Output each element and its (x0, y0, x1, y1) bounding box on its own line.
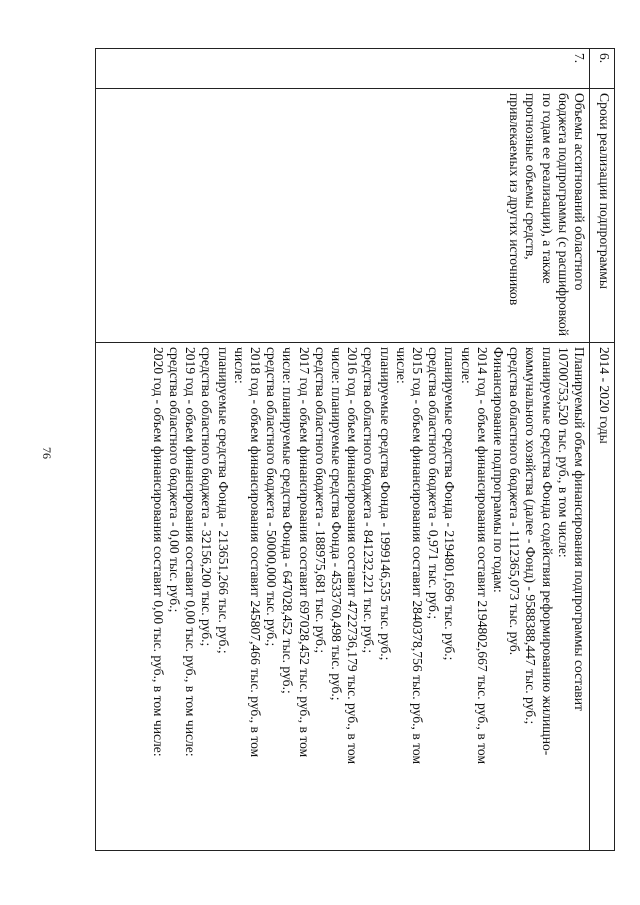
funding-line: числе: (393, 347, 409, 384)
funding-line: 10700753,520 тыс. руб., в том числе: (555, 347, 571, 558)
funding-line: средства областного бюджета - 188975,681 тыс. руб.; (312, 347, 328, 654)
funding-line: числе: планируемые средства Фонда - 647028,452 тыс. руб.; (280, 347, 296, 694)
funding-line: 2016 год - объем финансирования составит 4722736,179 тыс. руб., в том (345, 347, 361, 765)
funding-line: средства областного бюджета - 841232,221 тыс. руб.; (361, 347, 377, 654)
table-row (96, 49, 590, 851)
funding-line: средства областного бюджета - 50000,000 тыс. руб.; (264, 347, 280, 647)
row-value-cell (96, 343, 590, 851)
funding-line: 2018 год - объем финансирования составит 245807,466 тыс. руб., в том (247, 347, 263, 758)
rotated-page-content (95, 48, 615, 850)
funding-line: планируемые средства Фонда - 213651,266 тыс. руб.; (215, 347, 231, 654)
page-number: 76 (40, 447, 54, 459)
row-number-cell: 7. (96, 49, 590, 89)
row-value-cell: 2014 - 2020 годы (590, 343, 615, 851)
funding-line: 2020 год - объем финансирования составит 0,00 тыс. руб., в том числе: (150, 347, 166, 757)
subprogram-passport-table (95, 48, 615, 851)
row-number-cell: 6. (590, 49, 615, 89)
funding-line: средства областного бюджета - 1112365,073 тыс. руб. (507, 347, 523, 656)
funding-line: числе: планируемые средства Фонда - 4533760,498 тыс. руб.; (328, 347, 344, 701)
funding-line: Планируемый объем финансирования подпрограммы составит (572, 347, 587, 711)
funding-line: 2019 год - объем финансирования составит 0,00 тыс. руб., в том числе: (183, 347, 199, 757)
row-label-cell: Сроки реализации подпрограммы (590, 89, 615, 343)
table-row (590, 49, 615, 851)
funding-line: средства областного бюджета - 0,971 тыс. руб.; (426, 347, 442, 620)
funding-line: средства областного бюджета - 32156,200 тыс. руб.; (199, 347, 215, 647)
funding-line: числе: (231, 347, 247, 384)
funding-line: планируемые средства Фонда содействия реформированию жилищно- (539, 347, 555, 756)
funding-line: коммунального хозяйства (далее - Фонд) - 9588388,447 тыс. руб.; (523, 347, 539, 725)
funding-line: числе: (458, 347, 474, 384)
funding-line: планируемые средства Фонда - 2194801,696 тыс. руб.; (442, 347, 458, 661)
funding-line: Финансирование подпрограммы по годам: (490, 347, 506, 593)
funding-line: средства областного бюджета - 0,00 тыс. руб.; (166, 347, 182, 613)
funding-line: 2017 год - объем финансирования составит 697028,452 тыс. руб., в том (296, 347, 312, 758)
funding-line: планируемые средства Фонда - 1999146,535 тыс. руб.; (377, 347, 393, 661)
funding-line: 2014 год - объем финансирования составит 2194802,667 тыс. руб., в том (474, 347, 490, 765)
funding-line: 2015 год - объем финансирования составит 2840378,756 тыс. руб., в том (409, 347, 425, 765)
row-label-cell: Объемы ассигнований областного бюджета подпрограммы (с расшифровкой по годам ее реализации), а также прогнозные объемы средств, привлекаемых из других источников (96, 89, 590, 343)
